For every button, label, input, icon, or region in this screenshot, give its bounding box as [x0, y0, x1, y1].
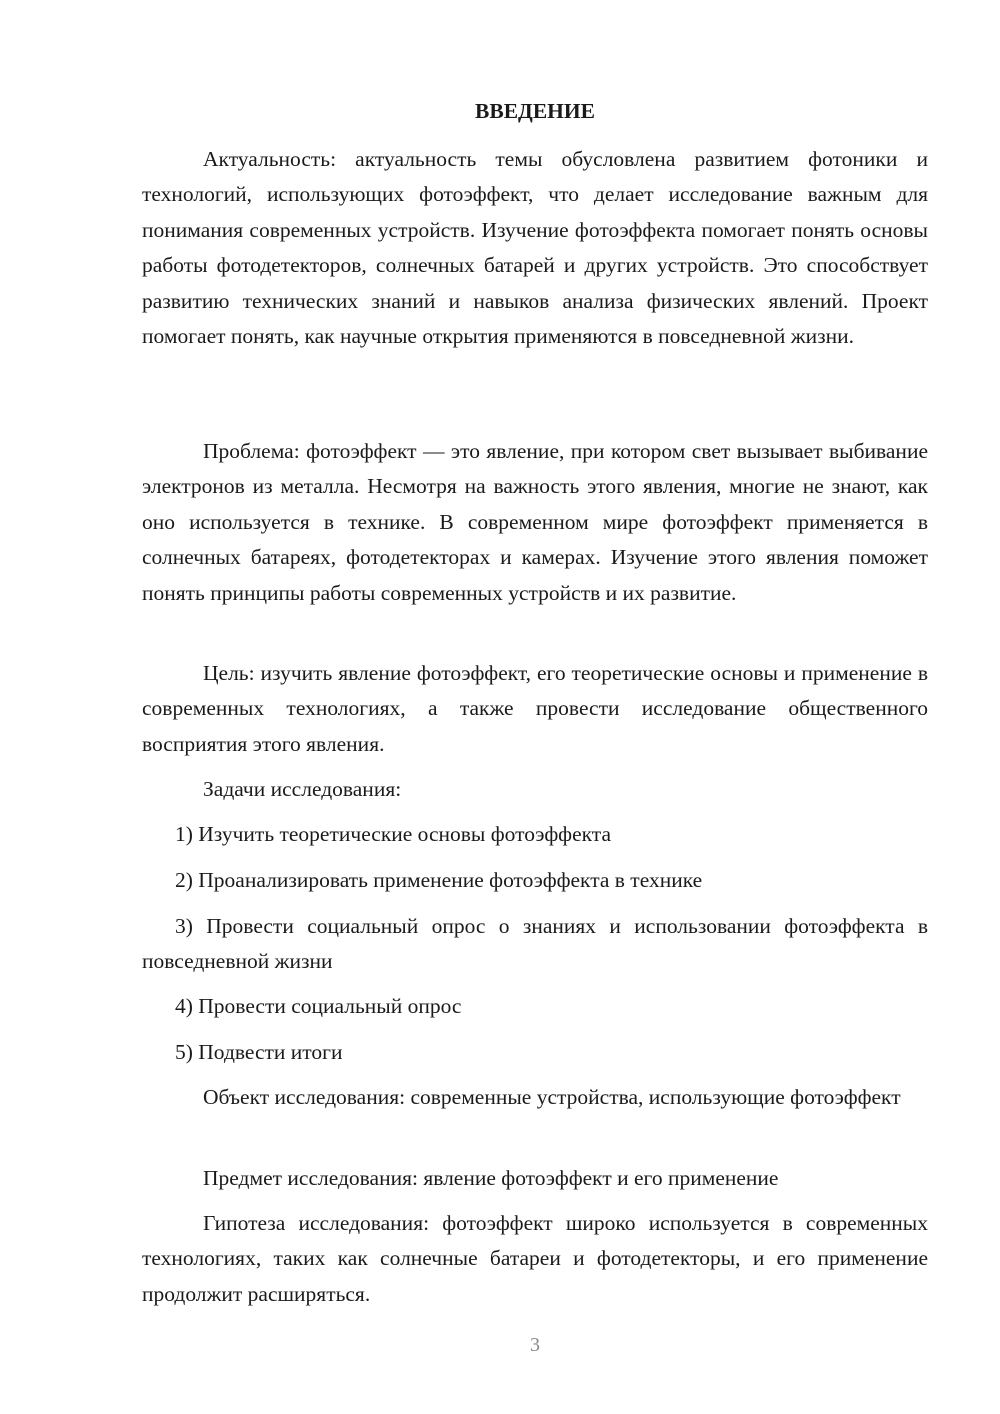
task-item-2: 2) Проанализировать применение фотоэффекта в технике — [175, 868, 703, 892]
task-item-3: 3) Провести социальный опрос о знаниях и использовании фотоэффекта в повседневной жизни — [142, 914, 928, 974]
paragraph-goal: Цель: изучить явление фотоэффект, его теоретические основы и применение в современных технологиях, а также провести исследование общественного восприятия этого явления. — [142, 661, 928, 756]
task-item-1: 1) Изучить теоретические основы фотоэффекта — [175, 822, 612, 846]
paragraph-relevance: Актуальность: актуальность темы обусловлена развитием фотоники и технологий, использующих фотоэффект, что делает исследование важным для понимания современных устройств. Изучение фотоэффекта помогает понять основы работы фотодетекторов, солнечных батарей и других устройств. Это способствует развитию технических знаний и навыков анализа физических явлений. Проект помогает понять, как научные открытия применяются в повседневной жизни. — [142, 147, 928, 349]
task-item-4: 4) Провести социальный опрос — [175, 994, 462, 1018]
paragraph-subject: Предмет исследования: явление фотоэффект и его применение — [203, 1166, 779, 1190]
task-item-5: 5) Подвести итоги — [175, 1040, 343, 1064]
page-heading: ВВЕДЕНИЕ — [475, 99, 595, 123]
paragraph-problem: Проблема: фотоэффект — это явление, при котором свет вызывает выбивание электронов из металла. Несмотря на важность этого явления, многие не знают, как оно используется в технике. В современном мире фотоэффект применяется в солнечных батареях, фотодетекторах и камерах. Изучение этого явления поможет понять принципы работы современных устройств и их развитие. — [142, 439, 928, 605]
page-number: 3 — [530, 1334, 540, 1356]
paragraph-tasks-intro: Задачи исследования: — [203, 777, 402, 801]
paragraph-object: Объект исследования: современные устройства, использующие фотоэффект — [203, 1085, 901, 1109]
paragraph-hypothesis: Гипотеза исследования: фотоэффект широко используется в современных технологиях, таких как солнечные батареи и фотодетекторы, и его применение продолжит расширяться. — [142, 1211, 928, 1306]
